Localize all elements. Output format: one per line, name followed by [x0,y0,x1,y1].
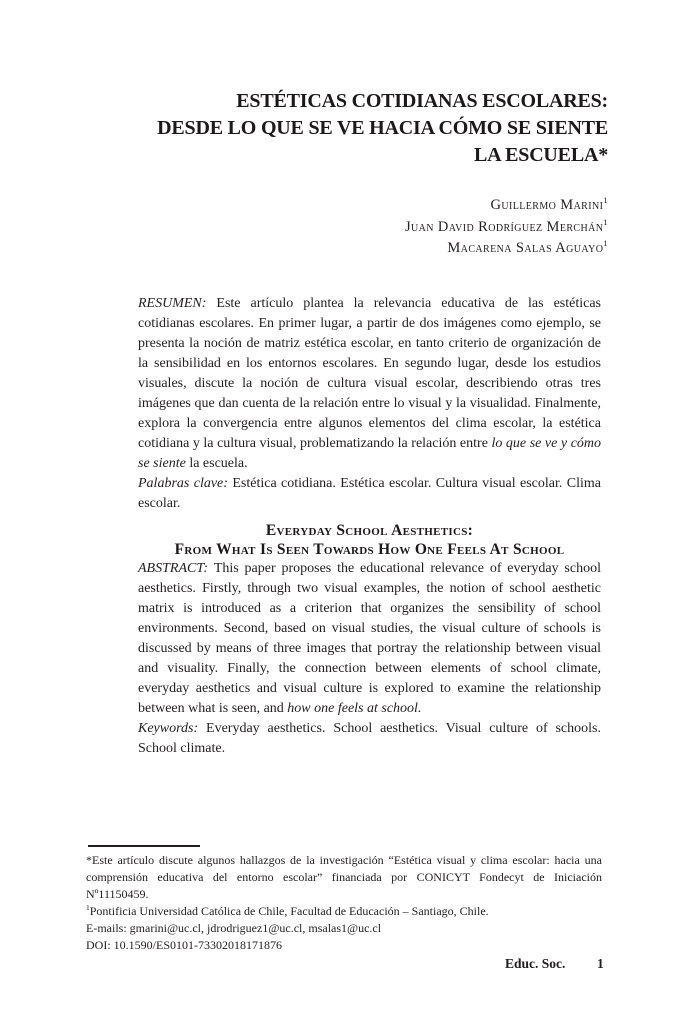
abstract-es: RESUMEN: Este artículo plantea la relevancia educativa de las estéticas cotidianas escolares. En primer lugar, a partir de dos imágenes como ejemplo, se presenta la noción de matriz estética escolar, en tanto criterio de organización de la sensibilidad en los entornos escolares. En segundo lugar, desde los estudios visuales, discute la noción de cultura visual escolar, describiendo otras tres imágenes que dan cuenta de la relación entre lo visual y la visualidad. Finalmente, explora la convergencia entre algunos elementos del clima escolar, la estética cotidiana y la cultura visual, problematizando la relación entre lo que se ve y cómo se siente la escuela. [138,296,602,471]
page-number: 1 [597,956,604,971]
article-title-line-2: DESDE LO QUE SE VE HACIA CÓMO SE SIENTE [157,117,608,139]
article-title [157,88,608,169]
body-column [138,294,601,759]
english-title-line-2: From What Is Seen Towards How One Feels At School [174,541,565,558]
footnote-funding: *Este artículo discute algunos hallazgos de la investigación “Estética visual y clima escolar: hacia una comprensión educativa del entorno escolar” financiada por CONICYT Fondecyt de Iniciación Nº11150459. [86,853,602,901]
author-name: Juan David Rodríguez Merchán$^1$ [405,216,608,235]
footnote-divider [88,845,200,847]
english-title [138,521,601,559]
author-name: Guillermo Marini$^1$ [490,195,608,213]
authors-block [405,195,608,260]
abstract-en: ABSTRACT: This paper proposes the educational relevance of everyday school aesthetics. Firstly, through two visual examples, the notion of school aesthetic matrix is introduced as a criterion that organizes the sensibility of school environments. Second, based on visual studies, the visual culture of schools is discussed by means of three images that portray the relationship between visual and visuality. Finally, the connection between elements of school climate, everyday aesthetics and visual culture is explored to examine the relationship between what is seen, and how one feels at school. [138,561,601,716]
footnote-affiliation: $^1$Pontificia Universidad Católica de Chile, Facultad de Educación – Santiago, Chile. [86,903,489,918]
footnotes-block [86,852,602,954]
footnote-emails: E-mails: gmarini@uc.cl, jdrodriguez1@uc.cl, msalas1@uc.cl [86,921,382,935]
keywords-es: Palabras clave: Estética cotidiana. Estética escolar. Cultura visual escolar. Clima escolar. [138,476,601,511]
article-title-line-1: ESTÉTICAS COTIDIANAS ESCOLARES: [236,90,608,112]
keywords-en: Keywords: Everyday aesthetics. School aesthetics. Visual culture of schools. School climate. [138,721,601,756]
author-name: Macarena Salas Aguayo$^1$ [447,238,608,256]
english-title-line-1: Everyday School Aesthetics: [265,522,474,539]
footnote-doi: DOI: 10.1590/ES0101-73302018171876 [86,938,282,952]
journal-abbreviation: Educ. Soc. [505,956,566,971]
article-title-line-3: LA ESCUELA* [474,144,608,166]
